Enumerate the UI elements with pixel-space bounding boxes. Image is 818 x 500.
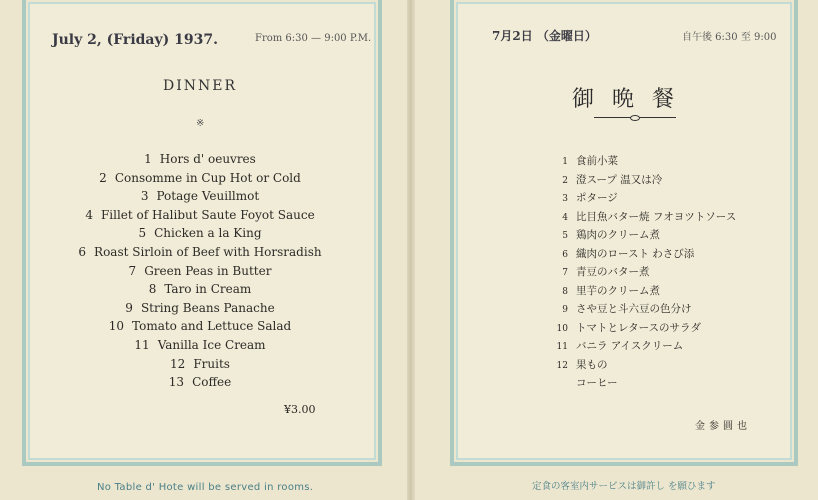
course-number: 2 bbox=[99, 170, 107, 185]
course-name: 比目魚バター焼 フオヨツトソース bbox=[576, 210, 737, 223]
course-item bbox=[70, 262, 330, 281]
course-name: コーヒー bbox=[576, 377, 618, 389]
course-number: 9 bbox=[125, 300, 133, 315]
course-name: Fruits bbox=[193, 356, 230, 371]
course-item bbox=[530, 152, 730, 171]
course-item bbox=[530, 356, 730, 375]
course-number: 5 bbox=[138, 226, 147, 241]
menu-price: ¥3.00 bbox=[284, 403, 316, 416]
service-hours: From 6:30 — 9:00 P.M. bbox=[255, 33, 372, 44]
course-item bbox=[530, 300, 730, 319]
course-number: 11 bbox=[556, 342, 568, 352]
course-name: 青豆のバター煮 bbox=[576, 266, 650, 278]
course-number: 13 bbox=[168, 375, 185, 390]
course-number: 9 bbox=[562, 305, 568, 315]
course-item bbox=[70, 224, 330, 243]
menu-date-jp: 7月2日 （金曜日） bbox=[492, 29, 597, 43]
footer-note: No Table d' Hote will be served in rooms. bbox=[97, 482, 314, 493]
course-name: トマトとレタースのサラダ bbox=[576, 321, 701, 334]
course-name: 織肉のロースト わさび添 bbox=[576, 247, 695, 260]
ornament-icon: ※ bbox=[196, 118, 205, 129]
course-name: 食前小菜 bbox=[576, 155, 618, 167]
course-item bbox=[530, 226, 730, 245]
course-name: さや豆と斗六豆の色分け bbox=[576, 303, 692, 315]
menu-title: DINNER bbox=[163, 78, 238, 94]
course-item bbox=[70, 299, 330, 318]
course-item bbox=[530, 319, 730, 338]
course-name: 澄スープ 温又は冷 bbox=[576, 173, 663, 186]
course-number: 10 bbox=[556, 323, 568, 334]
course-number: 10 bbox=[108, 319, 125, 334]
course-name: バニラ アイスクリーム bbox=[576, 340, 684, 352]
course-name: Roast Sirloin of Beef with Horsradish bbox=[94, 244, 322, 259]
course-item bbox=[530, 189, 730, 208]
course-name: String Beans Panache bbox=[140, 300, 275, 315]
course-name: Green Peas in Butter bbox=[144, 263, 272, 278]
menu-title-jp: 御晩餐 bbox=[572, 87, 693, 112]
course-item bbox=[70, 206, 330, 225]
center-fold bbox=[407, 0, 415, 500]
menu-date: July 2, (Friday) 1937. bbox=[52, 32, 218, 48]
course-number: 4 bbox=[85, 207, 93, 222]
course-name: Consomme in Cup Hot or Cold bbox=[114, 170, 301, 185]
menu-price-jp: 金参圓也 bbox=[695, 421, 751, 432]
course-item bbox=[530, 245, 730, 264]
course-item bbox=[70, 336, 330, 355]
course-number: 8 bbox=[562, 286, 568, 297]
course-number: 3 bbox=[562, 194, 568, 204]
course-item bbox=[70, 317, 330, 336]
course-name: 鶏肉のクリーム煮 bbox=[576, 229, 660, 241]
course-number: 5 bbox=[562, 231, 568, 241]
course-item bbox=[530, 171, 730, 190]
course-name: Coffee bbox=[192, 375, 232, 390]
course-number: 11 bbox=[134, 337, 150, 352]
course-number: 2 bbox=[562, 175, 568, 186]
course-name: Fillet of Halibut Saute Foyot Sauce bbox=[100, 207, 315, 222]
course-item bbox=[70, 243, 330, 262]
course-item bbox=[530, 263, 730, 282]
course-number: 12 bbox=[170, 356, 186, 371]
course-item bbox=[70, 150, 330, 169]
course-number: 1 bbox=[562, 157, 568, 167]
course-name: 果もの bbox=[576, 358, 608, 371]
course-number: 7 bbox=[128, 263, 137, 278]
course-name: Hors d' oeuvres bbox=[159, 152, 256, 166]
course-item bbox=[530, 337, 730, 356]
course-name: 里芋のクリーム煮 bbox=[576, 284, 660, 297]
course-name: Tomato and Lettuce Salad bbox=[132, 319, 292, 334]
course-number: 12 bbox=[556, 360, 568, 371]
footer-note-jp: 定食の客室内サービスは御許し を願ひます bbox=[532, 481, 716, 492]
course-item bbox=[70, 280, 330, 299]
course-number: 4 bbox=[562, 212, 568, 223]
course-item bbox=[70, 187, 330, 206]
course-item bbox=[530, 374, 730, 393]
course-name: Potage Veuillmot bbox=[156, 189, 260, 204]
course-item bbox=[70, 169, 330, 188]
course-item bbox=[530, 208, 737, 227]
course-item bbox=[70, 355, 330, 374]
course-number: 6 bbox=[562, 249, 568, 260]
course-item bbox=[530, 282, 730, 301]
course-number: 7 bbox=[562, 268, 568, 278]
course-number: 6 bbox=[78, 244, 87, 259]
title-rule bbox=[594, 117, 676, 118]
course-number: 3 bbox=[140, 189, 149, 204]
course-number: 8 bbox=[148, 282, 157, 297]
course-item bbox=[70, 373, 330, 392]
course-number: 1 bbox=[144, 152, 152, 166]
course-name: ポタージ bbox=[576, 192, 618, 204]
course-list-jp bbox=[530, 152, 737, 393]
service-hours-jp: 自午後 6:30 至 9:00 bbox=[682, 32, 777, 43]
course-name: Taro in Cream bbox=[164, 282, 252, 297]
course-list bbox=[70, 150, 330, 392]
course-name: Chicken a la King bbox=[154, 226, 262, 241]
course-name: Vanilla Ice Cream bbox=[157, 337, 266, 352]
